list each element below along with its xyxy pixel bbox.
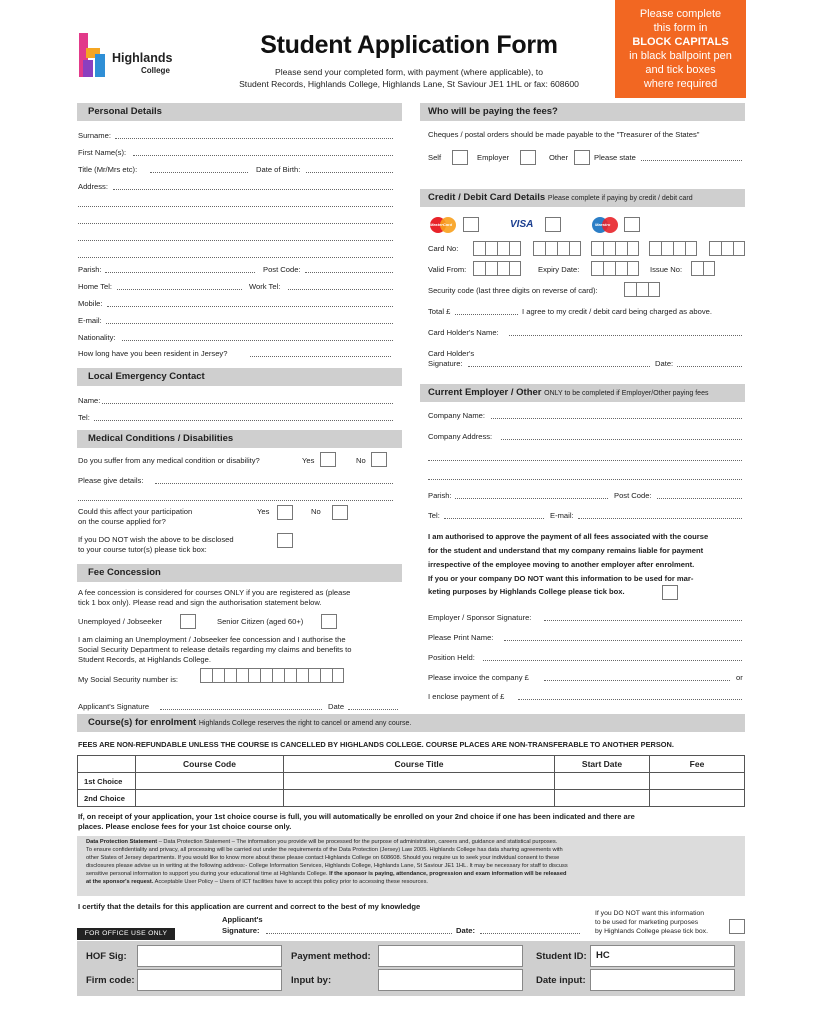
address-line[interactable] [78, 233, 393, 241]
dob-field[interactable] [306, 165, 393, 173]
invoice-field[interactable] [544, 673, 730, 681]
notice-line: this form in [653, 22, 708, 34]
input-by-input[interactable] [378, 969, 523, 991]
resident-label: How long have you been resident in Jersey? [78, 349, 228, 358]
card-heading-sub: Please complete if paying by credit / debit card [547, 195, 693, 202]
title-field[interactable] [150, 165, 248, 173]
choice-note-1: If, on receipt of your application, your 1st choice course is full, you will automatically be enrolled on your 2nd choice if one has been indicated and there are [78, 812, 635, 821]
subtitle-line-2: Student Records, Highlands College, Highlands Lane, St Saviour JE1 1HL or fax: 608600 [239, 79, 579, 89]
medical-heading: Medical Conditions / Disabilities [88, 433, 234, 444]
address-field[interactable] [113, 182, 393, 190]
start-date-cell[interactable] [555, 790, 650, 807]
courses-heading [88, 714, 411, 733]
authorisation-text-1: I am authorised to approve the payment of all fees associated with the course [428, 532, 709, 541]
medical-yes-label: Yes [302, 456, 315, 465]
fee-date-label: Date [328, 702, 345, 711]
ssn-input[interactable] [200, 668, 344, 683]
date-input-label: Date input: [536, 975, 586, 986]
parish-field[interactable] [105, 265, 255, 273]
work-tel-label: Work Tel: [249, 282, 281, 291]
column-header: Course Code [136, 756, 284, 773]
fee-heading: Fee Concession [88, 567, 161, 578]
course-table [77, 755, 745, 807]
address-label: Address: [78, 182, 108, 191]
certify-sig-field[interactable] [266, 926, 452, 934]
employer-heading [428, 384, 708, 403]
holder-sig-label-1: Card Holder's [428, 349, 475, 358]
card-no-label: Card No: [428, 244, 459, 253]
certify-sig-label-2: Signature: [222, 926, 260, 935]
enclose-field[interactable] [518, 692, 742, 700]
enclose-label: I enclose payment of £ [428, 692, 505, 701]
claim-text-1: I am claiming an Unemployment / Jobseeker fee concession and I authorise the [78, 635, 346, 644]
firm-code-label: Firm code: [86, 975, 135, 986]
first-names-field[interactable] [133, 148, 393, 156]
employer-heading-sub: ONLY to be completed if Employer/Other paying fees [544, 390, 709, 397]
courses-heading-sub: Highlands College reserves the right to cancel or amend any course. [198, 720, 412, 727]
card-heading-title: Credit / Debit Card Details [428, 192, 546, 203]
notice-line: where required [643, 78, 718, 90]
post-code-field[interactable] [305, 265, 393, 273]
affect-no-label: No [311, 507, 321, 516]
email-field[interactable] [106, 316, 393, 324]
marketing-checkbox[interactable] [729, 919, 745, 934]
certify-date-label: Date: [456, 926, 475, 935]
home-tel-label: Home Tel: [78, 282, 113, 291]
address-line[interactable] [78, 199, 393, 207]
row-label: 2nd Choice [78, 790, 136, 807]
work-tel-field[interactable] [288, 282, 393, 290]
company-address-line[interactable] [428, 453, 742, 461]
column-header: Start Date [555, 756, 650, 773]
company-tel-field[interactable] [444, 511, 544, 519]
total-field[interactable] [455, 307, 518, 315]
payment-method-label: Payment method: [291, 951, 371, 962]
expiry-label: Expiry Date: [538, 265, 580, 274]
dp-text: sensitive personal information to support you during your educational time at Highlands College. [86, 870, 330, 877]
course-title-cell[interactable] [284, 773, 555, 790]
company-address-label: Company Address: [428, 432, 493, 441]
card-no-group-1[interactable] [473, 241, 521, 256]
dob-label: Date of Birth: [256, 165, 301, 174]
medical-yes-checkbox[interactable] [320, 452, 336, 467]
payer-heading: Who will be paying the fees? [428, 106, 558, 117]
data-protection-box [77, 836, 745, 896]
maestro-logo [590, 216, 620, 234]
company-parish-field[interactable] [455, 491, 608, 499]
dp-text: Acceptable User Policy – Users of ICT facilities have to accept this policy prior to accessing these resources. [153, 878, 429, 885]
mobile-field[interactable] [107, 299, 393, 307]
payment-method-input[interactable] [378, 945, 523, 967]
please-state-label: Please state [594, 153, 636, 162]
card-no-group-3[interactable] [591, 241, 639, 256]
column-header: Course Title [284, 756, 555, 773]
company-post-code-field[interactable] [657, 491, 742, 499]
dp-bold: If the sponsor is paying, attendance, progression and exam information will be released [329, 870, 567, 877]
page-title: Student Application Form [260, 31, 558, 59]
visa-checkbox[interactable] [545, 217, 561, 232]
please-state-field[interactable] [641, 153, 742, 161]
card-no-group-2[interactable] [533, 241, 581, 256]
company-address-field[interactable] [501, 432, 742, 440]
authorisation-text-3: irrespective of the employee moving to another employer after enrolment. [428, 560, 695, 569]
address-line[interactable] [78, 250, 393, 258]
security-input[interactable] [624, 282, 660, 297]
notice-line: in black ballpoint pen [629, 50, 732, 62]
table-header-row [78, 756, 745, 773]
nationality-label: Nationality: [78, 333, 116, 342]
claim-text-3: Student Records, at Highlands College. [78, 655, 211, 664]
security-label: Security code (last three digits on reverse of card): [428, 286, 598, 295]
holder-name-field[interactable] [509, 328, 742, 336]
student-id-value: HC [596, 950, 610, 961]
affect-yes-label: Yes [257, 507, 270, 516]
notice-line-bold: BLOCK CAPITALS [632, 36, 729, 48]
unemployed-label: Unemployed / Jobseeker [78, 617, 162, 626]
valid-from-label: Valid From: [428, 265, 467, 274]
maestro-checkbox[interactable] [624, 217, 640, 232]
holder-sig-label-2: Signature: [428, 359, 463, 368]
valid-from-input[interactable] [473, 261, 521, 276]
firm-code-input[interactable] [137, 969, 282, 991]
medical-question: Do you suffer from any medical condition or disability? [78, 456, 260, 465]
choice-note-2: places. Please enclose fees for your 1st choice course only. [78, 822, 292, 831]
affect-label-2: on the course applied for? [78, 517, 166, 526]
medical-no-label: No [356, 456, 366, 465]
nationality-field[interactable] [122, 333, 393, 341]
marketing-text-2: to be used for marketing purposes [595, 919, 699, 926]
agree-text: I agree to my credit / debit card being charged as above. [522, 307, 712, 316]
emergency-name-label: Name: [78, 396, 101, 405]
dp-title: Data Protection Statement [86, 839, 158, 845]
card-no-group-5[interactable] [709, 241, 745, 256]
position-field[interactable] [483, 653, 742, 661]
claim-text-2: Social Security Department to release details regarding my claims and benefits to [78, 645, 352, 654]
course-code-cell[interactable] [136, 790, 284, 807]
emergency-name-field[interactable] [102, 396, 393, 404]
address-line[interactable] [78, 216, 393, 224]
emergency-tel-label: Tel: [78, 413, 90, 422]
logo [77, 30, 187, 80]
emergency-tel-field[interactable] [94, 413, 393, 421]
disclose-checkbox[interactable] [277, 533, 293, 548]
notice-line: and tick boxes [645, 64, 716, 76]
authorisation-text-5: keting purposes by Highlands College please tick box. [428, 587, 625, 596]
mobile-label: Mobile: [78, 299, 103, 308]
personal-details-heading: Personal Details [88, 106, 162, 117]
column-header: Fee [650, 756, 745, 773]
home-tel-field[interactable] [117, 282, 242, 290]
maestro-text: Maestro [595, 222, 611, 227]
block-capitals-notice [615, 0, 746, 98]
row-label: 1st Choice [78, 773, 136, 790]
cheques-text: Cheques / postal orders should be made payable to the "Treasurer of the States" [428, 130, 700, 139]
mastercard-logo [428, 216, 458, 234]
input-by-label: Input by: [291, 975, 332, 986]
company-email-label: E-mail: [550, 511, 574, 520]
expiry-input[interactable] [591, 261, 639, 276]
holder-sig-field[interactable] [468, 359, 650, 367]
affect-no-checkbox[interactable] [332, 505, 348, 520]
table-row [78, 773, 745, 790]
disclose-label-1: If you DO NOT wish the above to be disclosed [78, 535, 234, 544]
self-label: Self [428, 153, 442, 162]
employer-heading-title: Current Employer / Other [428, 387, 542, 398]
date-input-input[interactable] [590, 969, 735, 991]
affect-yes-checkbox[interactable] [277, 505, 293, 520]
start-date-cell[interactable] [555, 773, 650, 790]
dp-text: other States of Jersey departments. If you would like to know more about these please contact Highlands College on 608608. Should you require us to seek your individual consent to these [86, 854, 560, 861]
authorisation-text-4: If you or your company DO NOT want this information to be used for mar- [428, 574, 694, 583]
fee-cell[interactable] [650, 773, 745, 790]
disclose-label-2: to your course tutor(s) please tick box: [78, 545, 207, 554]
position-label: Position Held: [428, 653, 475, 662]
notice-line: Please complete [639, 8, 722, 20]
medical-details-line[interactable] [78, 493, 393, 501]
office-use-label: FOR OFFICE USE ONLY [77, 928, 175, 940]
medical-details-label: Please give details: [78, 476, 144, 485]
dp-bold: at the sponsor's request. [86, 878, 154, 885]
other-checkbox[interactable] [574, 150, 590, 165]
holder-name-label: Card Holder's Name: [428, 328, 499, 337]
mastercard-text: MasterCard [430, 222, 453, 227]
total-label: Total £ [428, 307, 451, 316]
dp-text: To ensure confidentiality and privacy, all processing will be carried out under the requirements of the Data Protection (Jersey) Law 2005. Highlands College has data sharing agreements with [86, 846, 563, 853]
employer-marketing-checkbox[interactable] [662, 585, 678, 600]
table-corner [78, 756, 136, 773]
company-email-field[interactable] [578, 511, 742, 519]
logo-mark [77, 30, 111, 80]
fee-date-field[interactable] [348, 702, 398, 710]
unemployed-checkbox[interactable] [180, 614, 196, 629]
affect-label-1: Could this affect your participation [78, 507, 193, 516]
surname-label: Surname: [78, 131, 111, 140]
fees-notice: FEES ARE NON-REFUNDABLE UNLESS THE COURSE IS CANCELLED BY HIGHLANDS COLLEGE. COURSE PLACES ARE NON-TRANSFERABLE TO ANOTHER PERSON. [78, 740, 674, 749]
holder-date-label: Date: [655, 359, 674, 368]
company-tel-label: Tel: [428, 511, 440, 520]
medical-details-field[interactable] [155, 476, 393, 484]
company-name-field[interactable] [491, 411, 742, 419]
employer-checkbox[interactable] [520, 150, 536, 165]
post-code-label: Post Code: [263, 265, 301, 274]
print-name-field[interactable] [504, 633, 742, 641]
or-label: or [736, 673, 743, 682]
marketing-text-3: by Highlands College please tick box. [595, 928, 708, 935]
invoice-label: Please invoice the company £ [428, 673, 529, 682]
issue-input[interactable] [691, 261, 715, 276]
fee-text-2: tick 1 box only). Please read and sign the authorisation statement below. [78, 598, 322, 607]
card-heading [428, 189, 693, 208]
resident-field[interactable] [250, 349, 391, 357]
company-post-code-label: Post Code: [614, 491, 652, 500]
certify-date-field[interactable] [480, 926, 580, 934]
certify-sig-label-1: Applicant's [222, 915, 263, 924]
issue-label: Issue No: [650, 265, 683, 274]
dp-text: – Data Protection Statement – The information you provide will be processed for the purpose of administration, careers and, guidance and statistical purposes. [157, 839, 558, 845]
surname-field[interactable] [115, 131, 393, 139]
sponsor-sig-field[interactable] [544, 613, 742, 621]
logo-text: Highlands [112, 51, 173, 65]
subtitle-line-1: Please send your completed form, with payment (where applicable), to [275, 67, 543, 77]
other-label: Other [549, 153, 568, 162]
company-parish-label: Parish: [428, 491, 452, 500]
self-checkbox[interactable] [452, 150, 468, 165]
hof-sig-label: HOF Sig: [86, 951, 127, 962]
print-name-label: Please Print Name: [428, 633, 494, 642]
emergency-heading: Local Emergency Contact [88, 371, 205, 382]
course-title-cell[interactable] [284, 790, 555, 807]
parish-label: Parish: [78, 265, 102, 274]
medical-no-checkbox[interactable] [371, 452, 387, 467]
dp-text: disclosures please advise us in writing at the following address:- College Information Services, Highlands College, Highlands Lane, St Saviour JE1 1HL. It may be necessary for staff to discuss [86, 862, 568, 869]
table-row [78, 790, 745, 807]
fee-text-1: A fee concession is considered for courses ONLY if you are registered as (please [78, 588, 351, 597]
logo-sub: College [141, 66, 170, 75]
visa-logo: VISA [510, 219, 534, 230]
marketing-text-1: If you DO NOT want this information [595, 910, 705, 917]
student-id-label: Student ID: [536, 951, 587, 962]
applicant-signature-field[interactable] [160, 702, 322, 710]
card-no-group-4[interactable] [649, 241, 697, 256]
courses-heading-title: Course(s) for enrolment [88, 717, 197, 728]
ssn-label: My Social Security number is: [78, 675, 179, 684]
authorisation-text-2: for the student and understand that my company remains liable for payment [428, 546, 704, 555]
hof-sig-input[interactable] [137, 945, 282, 967]
senior-checkbox[interactable] [321, 614, 337, 629]
applicant-signature-label: Applicant's Signature [78, 702, 150, 711]
holder-date-field[interactable] [677, 359, 742, 367]
employer-label: Employer [477, 153, 510, 162]
first-names-label: First Name(s): [78, 148, 127, 157]
title-label: Title (Mr/Mrs etc): [78, 165, 138, 174]
company-address-line[interactable] [428, 472, 742, 480]
senior-label: Senior Citizen (aged 60+) [217, 617, 304, 626]
certify-statement: I certify that the details for this application are current and correct to the best of my knowledge [78, 902, 421, 911]
fee-cell[interactable] [650, 790, 745, 807]
sponsor-sig-label: Employer / Sponsor Signature: [428, 613, 532, 622]
email-label: E-mail: [78, 316, 102, 325]
mastercard-checkbox[interactable] [463, 217, 479, 232]
course-code-cell[interactable] [136, 773, 284, 790]
student-id-input[interactable] [590, 945, 735, 967]
company-name-label: Company Name: [428, 411, 485, 420]
